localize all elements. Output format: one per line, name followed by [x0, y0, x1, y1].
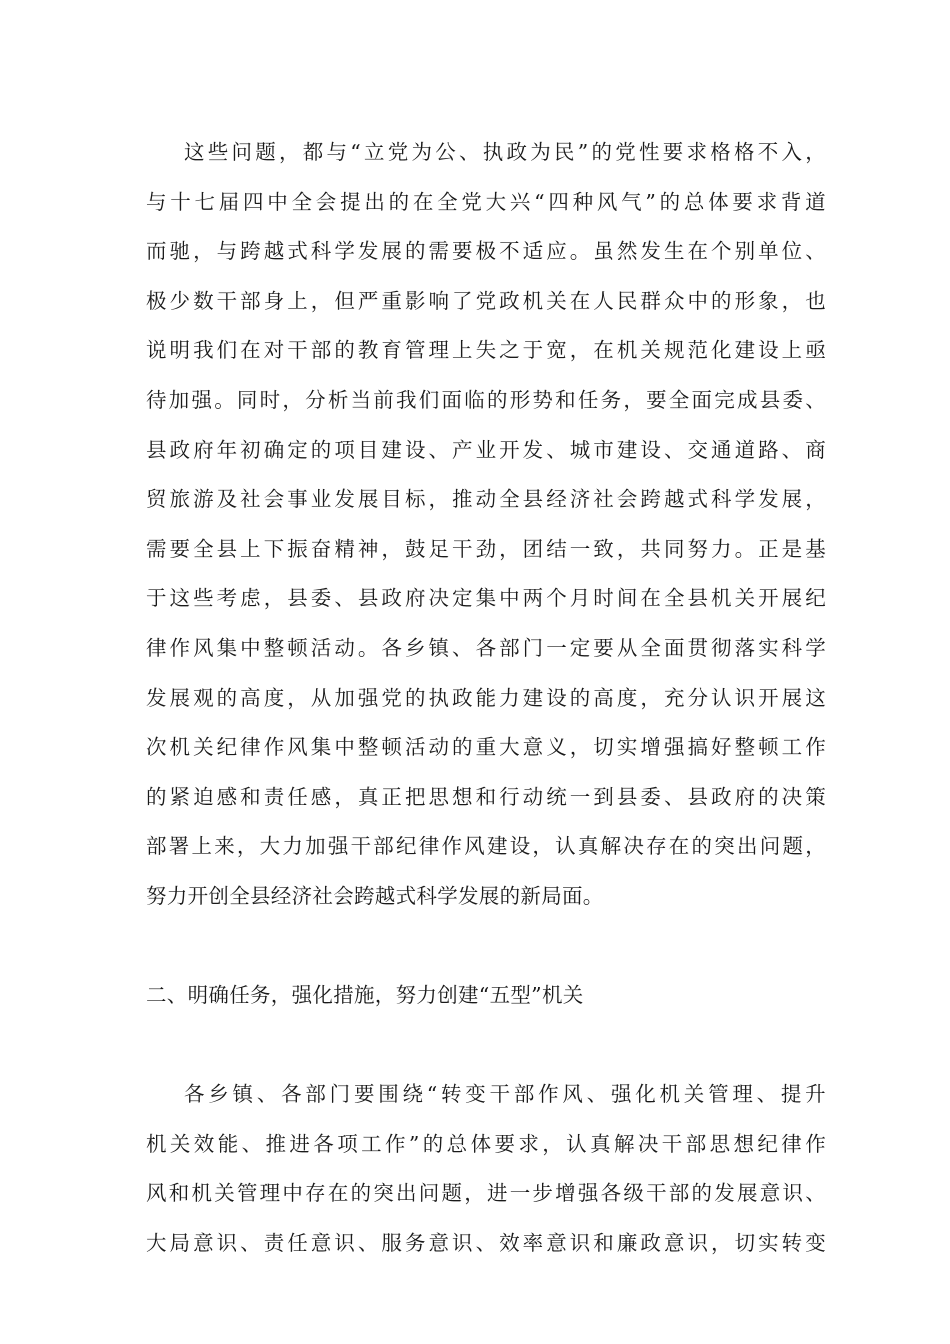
paragraph-line: 部署上来，大力加强干部纪律作风建设，认真解决存在的突出问题，	[146, 834, 826, 859]
paragraph-line: 说明我们在对干部的教育管理上失之于宽，在机关规范化建设上亟	[146, 338, 826, 363]
paragraph-line: 律作风集中整顿活动。各乡镇、各部门一定要从全面贯彻落实科学	[146, 635, 826, 660]
paragraph-line: 大局意识、责任意识、服务意识、效率意识和廉政意识，切实转变	[146, 1231, 826, 1256]
paragraph-line: 待加强。同时，分析当前我们面临的形势和任务，要全面完成县委、	[146, 387, 826, 412]
paragraph-line: 极少数干部身上，但严重影响了党政机关在人民群众中的形象，也	[146, 288, 826, 313]
paragraph-1	[146, 128, 826, 922]
paragraph-spacer	[146, 922, 826, 972]
paragraph-line: 贸旅游及社会事业发展目标，推动全县经济社会跨越式科学发展，	[146, 487, 826, 512]
paragraph-line: 次机关纪律作风集中整顿活动的重大意义，切实增强搞好整顿工作	[146, 735, 826, 760]
paragraph-line: 而驰，与跨越式科学发展的需要极不适应。虽然发生在个别单位、	[146, 239, 826, 264]
paragraph-line: 风和机关管理中存在的突出问题，进一步增强各级干部的发展意识、	[146, 1181, 826, 1206]
paragraph-line: 需要全县上下振奋精神，鼓足干劲，团结一致，共同努力。正是基	[146, 536, 826, 561]
paragraph-line: 机关效能、推进各项工作”的总体要求，认真解决干部思想纪律作	[146, 1131, 826, 1156]
paragraph-line: 于这些考虑，县委、县政府决定集中两个月时间在全县机关开展纪	[146, 586, 826, 611]
paragraph-line: 县政府年初确定的项目建设、产业开发、城市建设、交通道路、商	[146, 437, 826, 462]
paragraph-2	[146, 1070, 826, 1268]
paragraph-line: 各乡镇、各部门要围绕“转变干部作风、强化机关管理、提升	[184, 1082, 826, 1107]
paragraph-line: 努力开创全县经济社会跨越式科学发展的新局面。	[146, 883, 604, 908]
document-page	[146, 128, 826, 1269]
paragraph-line: 这些问题，都与“立党为公、执政为民”的党性要求格格不入，	[184, 140, 826, 164]
section-heading: 二、明确任务，强化措施，努力创建“五型”机关	[146, 983, 584, 1008]
paragraph-spacer	[146, 1021, 826, 1071]
paragraph-line: 的紧迫感和责任感，真正把思想和行动统一到县委、县政府的决策	[146, 784, 826, 809]
paragraph-line: 与十七届四中全会提出的在全党大兴“四种风气”的总体要求背道	[146, 189, 826, 214]
paragraph-line: 发展观的高度，从加强党的执政能力建设的高度，充分认识开展这	[146, 685, 826, 710]
